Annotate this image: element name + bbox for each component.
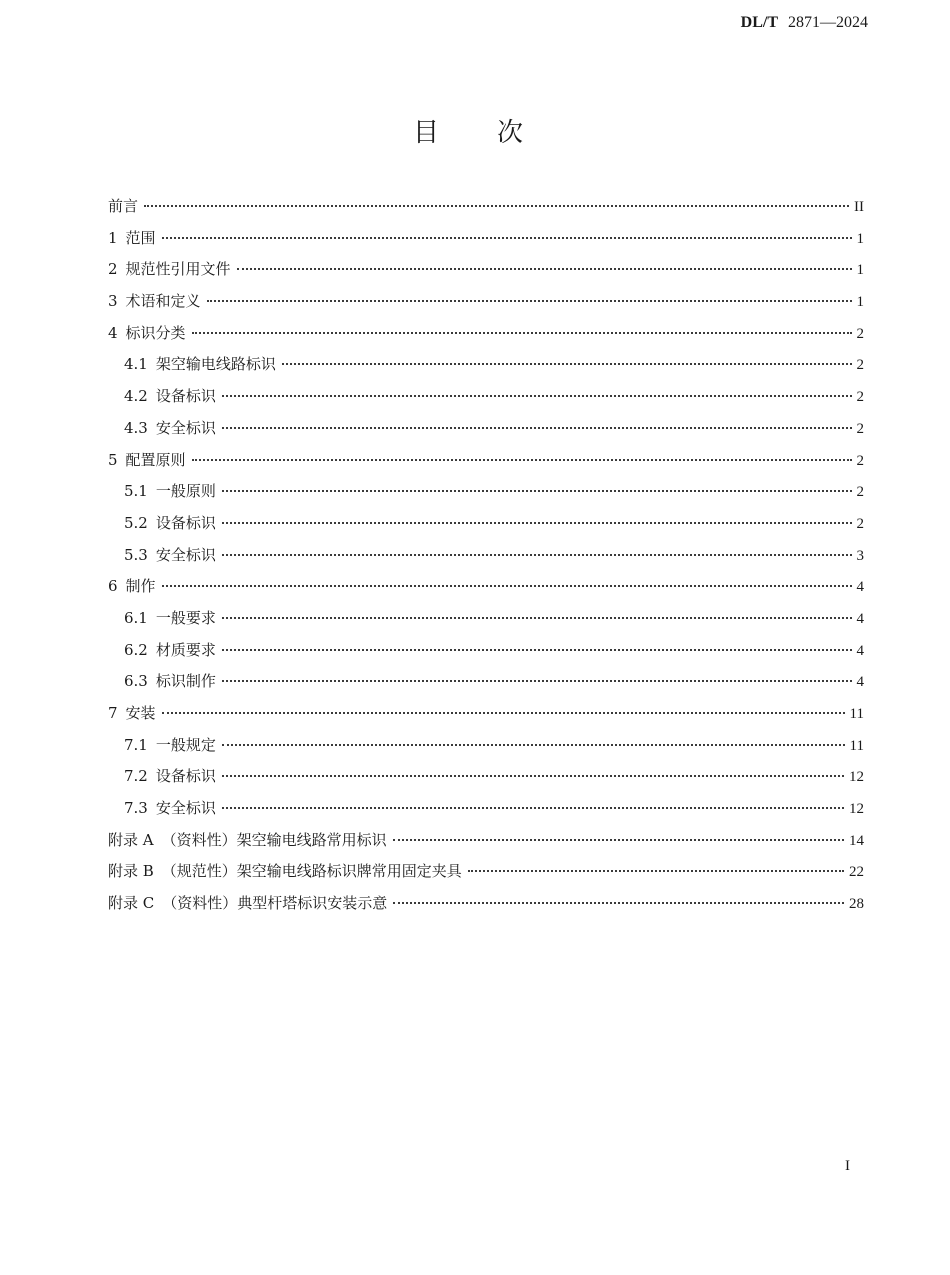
page-number: I [845, 1158, 850, 1174]
standard-number: 2871—2024 [788, 14, 868, 31]
toc-entry-label: 标识制作 [155, 672, 216, 691]
toc-leader-dots [222, 680, 852, 682]
toc-leader-dots [222, 395, 852, 397]
toc-leader-dots [237, 268, 852, 270]
toc-entry-number: 5 [108, 450, 118, 469]
toc-leader-dots [162, 585, 852, 587]
toc-entry-page: 22 [849, 864, 864, 881]
toc-entry-page: 4 [856, 610, 864, 627]
toc-entry[interactable] [108, 892, 864, 924]
toc-entry-number: 7.1 [124, 735, 148, 754]
toc-leader-dots [207, 300, 852, 302]
toc-leader-dots [222, 775, 844, 777]
toc-title: 目次 [412, 118, 581, 148]
toc-entry-number: 5.2 [124, 513, 148, 532]
toc-entry[interactable] [108, 322, 864, 354]
toc-entry[interactable] [108, 639, 864, 671]
toc-entry-number: 6.3 [124, 672, 148, 691]
toc-entry-page: 1 [856, 294, 864, 311]
toc-entry-number: 7 [108, 704, 118, 722]
toc-entry-number: 4.2 [124, 387, 148, 406]
toc-entry-label: 材质要求 [155, 640, 216, 659]
toc-entry-number: 6 [108, 577, 118, 596]
toc-entry[interactable] [108, 734, 864, 766]
toc-entry[interactable] [108, 797, 864, 829]
toc-entry-page: 4 [856, 579, 864, 596]
toc-entry-page: 2 [856, 452, 864, 469]
toc-entry-page: 2 [856, 325, 864, 342]
standard-prefix: DL/T [740, 14, 778, 31]
toc-entry-label: 规范性引用文件 [125, 260, 231, 279]
toc-entry-label: 安全标识 [155, 799, 216, 818]
toc-entry-number: 3 [108, 292, 118, 311]
toc-entry[interactable] [108, 227, 864, 259]
toc-entry[interactable] [108, 829, 864, 861]
toc-entry-number: 附录 A [108, 830, 154, 849]
toc-entry-label: （规范性）架空输电线路标识牌常用固定夹具 [161, 862, 462, 881]
toc-entry-page: 1 [856, 230, 864, 247]
toc-entry[interactable] [108, 702, 864, 734]
toc-leader-dots [222, 744, 845, 746]
toc-entry-page: 4 [856, 642, 864, 659]
toc-entry[interactable] [108, 449, 864, 481]
toc-entry-label: 制作 [125, 577, 156, 596]
toc-entry-number: 4 [108, 323, 118, 342]
toc-entry-page: 14 [849, 832, 864, 849]
toc-entry-label: （资料性）架空输电线路常用标识 [161, 830, 387, 849]
toc-entry-page: 11 [849, 706, 864, 722]
toc-leader-dots [222, 807, 844, 809]
toc-entry-label: 标识分类 [125, 323, 186, 342]
toc-entry[interactable] [108, 290, 864, 322]
toc-entry-number: 6.2 [124, 640, 148, 659]
toc-entry-number: 4.1 [124, 355, 148, 374]
toc-leader-dots [222, 554, 852, 556]
toc-entry[interactable] [108, 544, 864, 576]
toc-entry-label: 一般要求 [155, 608, 216, 627]
toc-leader-dots [222, 522, 852, 524]
toc-entry-page: 1 [856, 262, 864, 279]
toc-leader-dots [144, 205, 849, 207]
toc-entry-number: 4.3 [124, 418, 148, 437]
toc-leader-dots [468, 870, 844, 872]
toc-entry-page: 12 [849, 801, 864, 818]
toc-entry-page: 2 [856, 389, 864, 406]
toc-entry-page: 2 [856, 420, 864, 437]
toc-leader-dots [192, 332, 852, 334]
toc-leader-dots [393, 902, 844, 904]
toc-entry[interactable] [108, 195, 864, 227]
toc-entry[interactable] [108, 480, 864, 512]
toc-entry[interactable] [108, 385, 864, 417]
toc-entry-label: 术语和定义 [125, 292, 201, 311]
toc-entry-page: 28 [849, 896, 864, 913]
toc-leader-dots [162, 712, 845, 714]
toc-entry[interactable] [108, 417, 864, 449]
toc-entry[interactable] [108, 353, 864, 385]
toc-entry[interactable] [108, 607, 864, 639]
toc-entry-page: 2 [856, 357, 864, 374]
toc-entry[interactable] [108, 258, 864, 290]
toc-entry[interactable] [108, 575, 864, 607]
toc-entry-number: 5.1 [124, 482, 148, 501]
toc-leader-dots [162, 237, 852, 239]
toc-leader-dots [222, 490, 852, 492]
toc-entry-number: 6.1 [124, 608, 148, 627]
toc-entry-page: 3 [856, 547, 864, 564]
toc-entry[interactable] [108, 670, 864, 702]
toc-entry-number: 附录 B [108, 862, 154, 881]
toc-leader-dots [222, 427, 852, 429]
toc-entry-label: 范围 [125, 228, 156, 247]
toc-entry[interactable] [108, 765, 864, 797]
toc-entry-number: 5.3 [124, 545, 148, 564]
toc-entry-number: 附录 C [108, 894, 155, 913]
toc-entry-label: 设备标识 [155, 387, 216, 406]
toc-entry[interactable] [108, 512, 864, 544]
toc-entry-number: 1 [108, 228, 118, 247]
toc-entry-page: II [854, 199, 864, 215]
toc-leader-dots [222, 617, 852, 619]
toc-entry-page: 4 [856, 674, 864, 691]
toc-entry-label: 设备标识 [155, 767, 216, 786]
toc-entry-number: 7.2 [124, 767, 148, 786]
toc-entry-label: 设备标识 [155, 513, 216, 532]
toc-entry-label: 安全标识 [155, 418, 216, 437]
toc-leader-dots [192, 459, 852, 461]
toc-entry-label: （资料性）典型杆塔标识安装示意 [162, 894, 388, 913]
toc-leader-dots [222, 649, 852, 651]
toc-entry-label: 配置原则 [125, 450, 186, 469]
toc-entry-number: 7.3 [124, 799, 148, 818]
table-of-contents [108, 195, 864, 924]
toc-entry-page: 12 [849, 769, 864, 786]
toc-entry-label: 一般规定 [155, 735, 216, 754]
standard-code [741, 14, 868, 32]
toc-entry-number: 2 [108, 260, 118, 279]
toc-leader-dots [393, 839, 844, 841]
toc-entry-page: 2 [856, 484, 864, 501]
toc-entry-label: 一般原则 [155, 482, 216, 501]
toc-entry-page: 2 [856, 515, 864, 532]
toc-entry-label: 前言 [108, 197, 139, 215]
toc-entry-label: 安装 [125, 704, 156, 722]
toc-entry-label: 架空输电线路标识 [155, 355, 276, 374]
toc-entry-page: 11 [849, 737, 864, 754]
toc-entry-label: 安全标识 [155, 545, 216, 564]
toc-entry[interactable] [108, 860, 864, 892]
toc-leader-dots [282, 363, 852, 365]
